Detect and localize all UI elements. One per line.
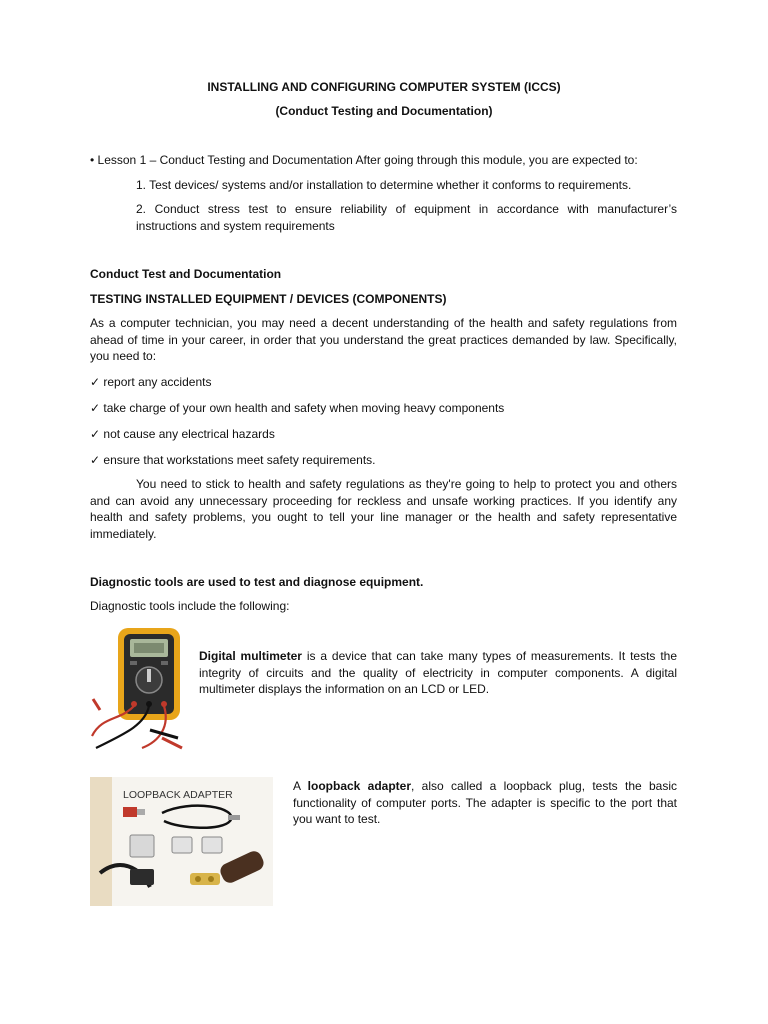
document-subtitle: (Conduct Testing and Documentation) [275, 104, 493, 118]
multimeter-image [90, 626, 185, 751]
safety-paragraph: You need to stick to health and safety regulations as they're going to help to protect you and others and can avoid any unnecessary proceeding for reckless and unsafe working practices. If you identify any health and safety problems, you ought to tell your line manager or the health and safety representative immediately. [90, 477, 677, 541]
subsection-heading: TESTING INSTALLED EQUIPMENT / DEVICES (COMPONENTS) [90, 292, 447, 306]
diagnostic-intro: Diagnostic tools include the following: [90, 599, 290, 613]
loopback-adapter-image [90, 777, 273, 906]
objective-2: 2. Conduct stress test to ensure reliability of equipment in accordance with manufacturer’s instructions and system requirements [136, 202, 677, 233]
loopback-prefix: A [293, 779, 308, 793]
checklist-item: ✓ not cause any electrical hazards [90, 427, 275, 441]
checklist-item: ✓ report any accidents [90, 375, 212, 389]
document-title: INSTALLING AND CONFIGURING COMPUTER SYSTEM (ICCS) [207, 80, 561, 94]
loopback-term: loopback adapter [307, 779, 412, 793]
diagnostic-heading: Diagnostic tools are used to test and diagnose equipment. [90, 575, 424, 589]
loopback-description [293, 778, 677, 828]
checklist-item: ✓ take charge of your own health and safety when moving heavy components [90, 401, 505, 415]
multimeter-text: is a device that can take many types of measurements. It tests the integrity of circuits and the quality of electricity in computer components. A digital multimeter displays the information on an LCD or LED. [199, 649, 677, 696]
lesson-intro: • Lesson 1 – Conduct Testing and Documentation After going through this module, you are expected to: [90, 153, 638, 167]
multimeter-description [199, 648, 677, 698]
checklist-item: ✓ ensure that workstations meet safety requirements. [90, 453, 376, 467]
loopback-image-caption: LOOPBACK ADAPTER [123, 789, 233, 801]
loopback-text: , also called a loopback plug, tests the basic functionality of computer ports. The adapter is specific to the port that you want to test. [293, 779, 678, 826]
intro-paragraph: As a computer technician, you may need a decent understanding of the health and safety regulations from ahead of time in your career, in order that you understand the great practices demanded by law. Specifically, you need to: [90, 316, 677, 363]
objective-1: 1. Test devices/ systems and/or installation to determine whether it conforms to requirements. [136, 178, 632, 192]
multimeter-term: Digital multimeter [199, 649, 302, 663]
section-heading: Conduct Test and Documentation [90, 267, 282, 281]
